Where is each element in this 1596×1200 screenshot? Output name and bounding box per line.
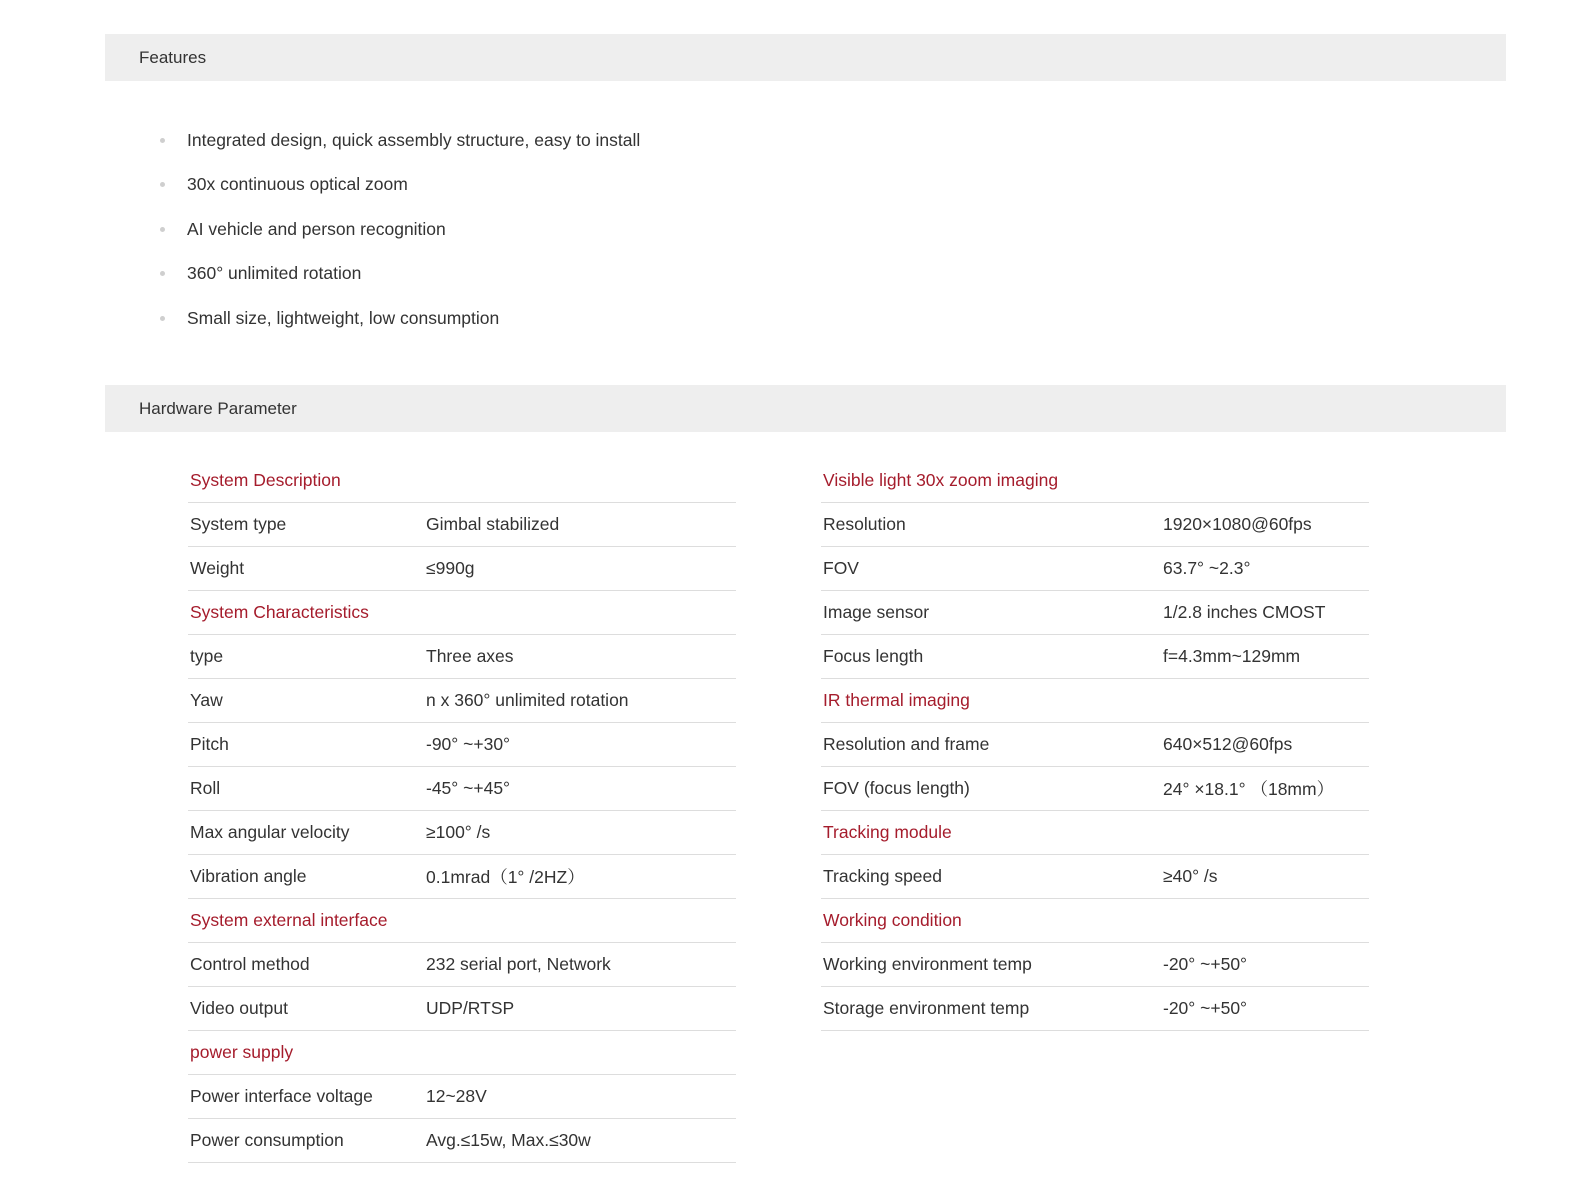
parameter-value: Gimbal stabilized (424, 503, 736, 547)
parameter-label: Power consumption (188, 1119, 424, 1163)
parameter-row (188, 767, 736, 811)
parameter-row (821, 855, 1369, 899)
parameter-value: -45° ~+45° (424, 767, 736, 811)
parameter-row (821, 943, 1369, 987)
parameter-row (821, 591, 1369, 635)
feature-item (160, 296, 640, 341)
parameter-group-title: Visible light 30x zoom imaging (821, 459, 1369, 503)
parameter-label: Yaw (188, 679, 424, 723)
parameter-row (188, 1075, 736, 1119)
parameter-row (821, 635, 1369, 679)
parameter-group-row (188, 459, 736, 503)
parameter-value: f=4.3mm~129mm (1161, 635, 1369, 679)
parameter-row (821, 767, 1369, 811)
parameter-label: Tracking speed (821, 855, 1161, 899)
parameter-value: 1/2.8 inches CMOST (1161, 591, 1369, 635)
parameter-value: Three axes (424, 635, 736, 679)
feature-item (160, 118, 640, 163)
parameter-value: 640×512@60fps (1161, 723, 1369, 767)
parameter-group-row (188, 591, 736, 635)
parameter-label: Video output (188, 987, 424, 1031)
parameter-row (188, 811, 736, 855)
parameter-row (821, 503, 1369, 547)
bullet-icon (160, 182, 165, 187)
parameter-row (821, 547, 1369, 591)
features-title: Features (139, 47, 207, 67)
parameter-label: Image sensor (821, 591, 1161, 635)
parameter-value: 63.7° ~2.3° (1161, 547, 1369, 591)
bullet-icon (160, 316, 165, 321)
feature-text: Integrated design, quick assembly structure, easy to install (187, 129, 641, 150)
parameter-group-title: IR thermal imaging (821, 679, 1369, 723)
parameter-group-row (188, 1031, 736, 1075)
parameter-label: Power interface voltage (188, 1075, 424, 1119)
parameter-row (188, 943, 736, 987)
parameter-label: Focus length (821, 635, 1161, 679)
parameter-value: 1920×1080@60fps (1161, 503, 1369, 547)
parameter-label: System type (188, 503, 424, 547)
parameter-label: Working environment temp (821, 943, 1161, 987)
parameter-row (188, 723, 736, 767)
parameter-label: Weight (188, 547, 424, 591)
parameter-group-title: power supply (188, 1031, 736, 1075)
parameter-group-title: Working condition (821, 899, 1369, 943)
parameter-value: ≥40° /s (1161, 855, 1369, 899)
feature-text: Small size, lightweight, low consumption (187, 307, 500, 328)
parameter-label: Control method (188, 943, 424, 987)
parameter-group-row (821, 679, 1369, 723)
feature-item (160, 163, 640, 208)
hardware-parameter-table-right (821, 459, 1369, 1031)
parameter-value: -20° ~+50° (1161, 943, 1369, 987)
parameter-row (188, 1119, 736, 1163)
parameter-label: Pitch (188, 723, 424, 767)
parameter-group-row (188, 899, 736, 943)
hardware-parameter-table-left (188, 459, 736, 1163)
parameter-value: n x 360° unlimited rotation (424, 679, 736, 723)
parameter-row (188, 635, 736, 679)
parameter-label: Storage environment temp (821, 987, 1161, 1031)
parameter-value: 12~28V (424, 1075, 736, 1119)
bullet-icon (160, 138, 165, 143)
parameter-value: UDP/RTSP (424, 987, 736, 1031)
parameter-group-row (821, 459, 1369, 503)
feature-item (160, 252, 640, 297)
parameter-value: 232 serial port, Network (424, 943, 736, 987)
parameter-group-title: Tracking module (821, 811, 1369, 855)
parameter-value: ≤990g (424, 547, 736, 591)
parameter-value: 0.1mrad（1° /2HZ） (424, 855, 736, 899)
parameter-row (821, 987, 1369, 1031)
bullet-icon (160, 271, 165, 276)
hardware-parameter-header (105, 385, 1506, 432)
feature-text: 30x continuous optical zoom (187, 174, 408, 195)
parameter-group-row (821, 899, 1369, 943)
parameter-label: Roll (188, 767, 424, 811)
parameter-row (188, 503, 736, 547)
parameter-value: -20° ~+50° (1161, 987, 1369, 1031)
parameter-label: type (188, 635, 424, 679)
parameter-value: ≥100° /s (424, 811, 736, 855)
hardware-parameter-title: Hardware Parameter (139, 398, 297, 418)
bullet-icon (160, 227, 165, 232)
parameter-label: Resolution (821, 503, 1161, 547)
parameter-row (188, 547, 736, 591)
parameter-label: FOV (821, 547, 1161, 591)
parameter-group-title: System Characteristics (188, 591, 736, 635)
parameter-label: Vibration angle (188, 855, 424, 899)
features-header (105, 34, 1506, 81)
feature-item (160, 207, 640, 252)
parameter-row (188, 987, 736, 1031)
feature-text: 360° unlimited rotation (187, 263, 362, 284)
parameter-label: Resolution and frame (821, 723, 1161, 767)
parameter-row (821, 723, 1369, 767)
features-list (160, 118, 640, 341)
parameter-row (188, 855, 736, 899)
parameter-group-title: System Description (188, 459, 736, 503)
parameter-group-row (821, 811, 1369, 855)
parameter-value: 24° ×18.1° （18mm） (1161, 767, 1369, 811)
parameter-value: -90° ~+30° (424, 723, 736, 767)
feature-text: AI vehicle and person recognition (187, 218, 446, 239)
parameter-label: FOV (focus length) (821, 767, 1161, 811)
parameter-value: Avg.≤15w, Max.≤30w (424, 1119, 736, 1163)
parameter-row (188, 679, 736, 723)
parameter-label: Max angular velocity (188, 811, 424, 855)
parameter-group-title: System external interface (188, 899, 736, 943)
